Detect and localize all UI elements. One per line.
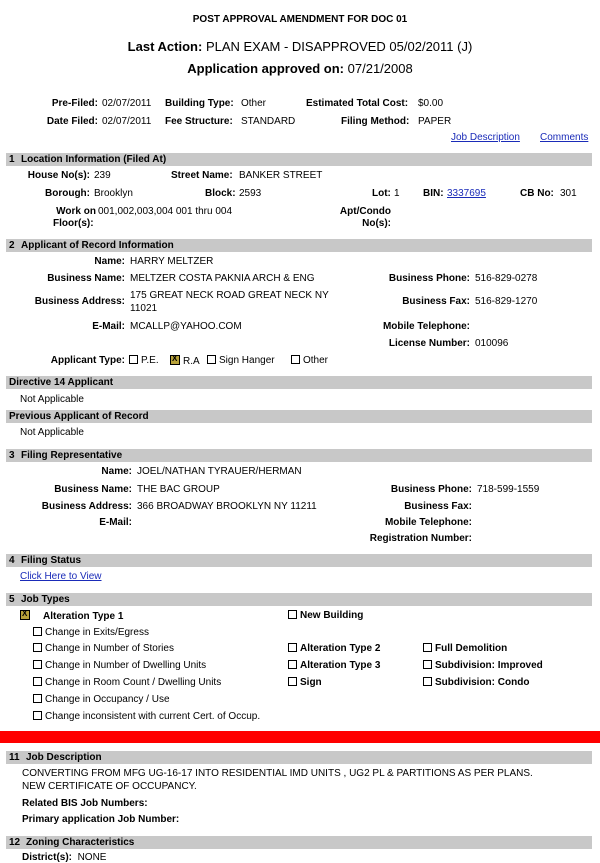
building-type-label: Building Type: [165, 98, 234, 109]
applicant-type-sign-hanger: Sign Hanger [207, 355, 275, 366]
section-number: 5 [9, 594, 15, 605]
job-description-line1: CONVERTING FROM MFG UG-16-17 INTO RESIDENTIAL IMD UNITS , UG2 PL & PARTITIONS AS PER PLANS. [22, 768, 533, 779]
filing-method-label: Filing Method: [341, 116, 410, 127]
borough-label: Borough: [45, 188, 90, 199]
house-value: 239 [94, 170, 111, 181]
applicant-type-pe: P.E. [129, 355, 159, 366]
rep-mobile-label: Mobile Telephone: [384, 517, 472, 528]
previous-applicant-value: Not Applicable [20, 427, 84, 438]
applicant-bname-label: Business Name: [47, 273, 125, 284]
district-label: District(s): [22, 852, 73, 863]
section-title: Applicant of Record Information [21, 240, 174, 251]
rep-email-label: E-Mail: [99, 517, 132, 528]
checkbox-empty-icon [288, 660, 297, 669]
prefiled-label: Pre-Filed: [51, 98, 98, 109]
applicant-bphone-value: 516-829-0278 [475, 273, 538, 284]
job-type-sign: Sign [288, 677, 322, 688]
rep-registration-label: Registration Number: [369, 533, 472, 544]
applicant-type-label: Applicant Type: [50, 355, 125, 366]
approval-date [0, 61, 600, 76]
section-title: Job Types [21, 594, 70, 605]
street-label: Street Name: [171, 170, 233, 181]
checkbox-empty-icon [33, 677, 42, 686]
section-applicant-header [6, 239, 592, 252]
rep-name-label: Name: [101, 466, 132, 477]
rep-bphone-value: 718-599-1559 [477, 484, 540, 495]
page-break-bar [0, 731, 600, 743]
date-filed-value: 02/07/2011 [102, 116, 152, 127]
apt-condo-label-2: No(s): [362, 218, 391, 229]
section-number: 3 [9, 450, 15, 461]
job-type-alt1: XAlteration Type 1 [20, 610, 123, 622]
approved-value: 07/21/2008 [347, 61, 413, 76]
filing-method-value: PAPER [418, 116, 452, 127]
checkbox-empty-icon [33, 643, 42, 652]
applicant-email-value: MCALLP@YAHOO.COM [130, 321, 242, 332]
job-subtype-exits: Change in Exits/Egress [33, 627, 149, 638]
applicant-type-other: Other [291, 355, 328, 366]
applicant-email-label: E-Mail: [92, 321, 125, 332]
checkbox-checked-icon [20, 610, 30, 620]
section-number: 12 [9, 837, 21, 848]
job-subtype-occupancy: Change in Occupancy / Use [33, 694, 170, 705]
checkbox-empty-icon [33, 694, 42, 703]
job-type-full-demolition: Full Demolition [423, 643, 507, 654]
cb-label: CB No: [520, 188, 554, 199]
block-label: Block: [205, 188, 236, 199]
job-description-link[interactable]: Job Description [451, 132, 520, 143]
zoning-district [22, 852, 106, 863]
checkbox-empty-icon [423, 677, 432, 686]
rep-bphone-label: Business Phone: [390, 484, 472, 495]
rep-name-value: JOEL/NATHAN TYRAUER/HERMAN [137, 466, 302, 477]
comments-link[interactable]: Comments [540, 132, 589, 143]
job-subtype-room-count: Change in Room Count / Dwelling Units [33, 677, 221, 688]
section-number: 4 [9, 555, 15, 566]
fee-structure-label: Fee Structure: [165, 116, 233, 127]
checkbox-checked-icon [170, 355, 180, 365]
approved-label: Application approved on: [187, 61, 345, 76]
checkbox-empty-icon [288, 677, 297, 686]
job-subtype-dwelling-units: Change in Number of Dwelling Units [33, 660, 206, 671]
district-value: NONE [77, 852, 107, 863]
applicant-baddr-line1: 175 GREAT NECK ROAD GREAT NECK NY [130, 290, 329, 301]
section-title: Filing Representative [21, 450, 123, 461]
section-number: 1 [9, 154, 15, 165]
bin-label: BIN: [423, 188, 444, 199]
house-label: House No(s): [27, 170, 90, 181]
job-type-alt3: Alteration Type 3 [288, 660, 380, 671]
primary-job-label: Primary application Job Number: [22, 814, 180, 825]
job-type-subdivision-condo: Subdivision: Condo [423, 677, 529, 688]
related-bis-label: Related BIS Job Numbers: [22, 798, 148, 809]
applicant-baddr-line2: 11021 [130, 303, 158, 314]
checkbox-empty-icon [423, 660, 432, 669]
date-filed-label: Date Filed: [46, 116, 98, 127]
last-action-label: Last Action: [127, 39, 203, 54]
apt-condo-label: Apt/Condo [339, 206, 391, 217]
section-title: Zoning Characteristics [26, 837, 135, 848]
applicant-license-value: 010096 [475, 338, 509, 349]
checkbox-empty-icon [129, 355, 138, 364]
cb-value: 301 [560, 188, 577, 199]
section-zoning-header [6, 836, 592, 849]
prefiled-value: 02/07/2011 [102, 98, 152, 109]
applicant-mobile-label: Mobile Telephone: [382, 321, 470, 332]
applicant-bfax-value: 516-829-1270 [475, 296, 538, 307]
applicant-bname-value: MELTZER COSTA PAKNIA ARCH & ENG [130, 273, 315, 284]
lot-value: 1 [394, 188, 400, 199]
applicant-bfax-label: Business Fax: [402, 296, 470, 307]
est-cost-value: $0.00 [418, 98, 444, 109]
last-action-value: PLAN EXAM - DISAPPROVED 05/02/2011 (J) [205, 39, 473, 54]
directive14-value: Not Applicable [20, 394, 84, 405]
rep-bfax-label: Business Fax: [404, 501, 472, 512]
previous-applicant-header: Previous Applicant of Record [6, 410, 592, 423]
applicant-name-label: Name: [94, 256, 125, 267]
section-number: 11 [9, 752, 20, 763]
directive14-header: Directive 14 Applicant [6, 376, 592, 389]
applicant-license-label: License Number: [388, 338, 470, 349]
section-filing-status-header [6, 554, 592, 567]
checkbox-empty-icon [423, 643, 432, 652]
checkbox-empty-icon [33, 711, 42, 720]
job-subtype-inconsistent-co: Change inconsistent with current Cert. of Occup. [33, 711, 260, 721]
street-value: BANKER STREET [239, 170, 323, 181]
fee-structure-value: STANDARD [241, 116, 296, 127]
section-title: Job Description [26, 752, 102, 763]
applicant-bphone-label: Business Phone: [388, 273, 470, 284]
section-job-description-header [6, 751, 592, 764]
work-on-value: 001,002,003,004 001 thru 004 [98, 206, 233, 217]
checkbox-empty-icon [291, 355, 300, 364]
borough-value: Brooklyn [94, 188, 133, 199]
section-number: 2 [9, 240, 15, 251]
checkbox-empty-icon [33, 627, 42, 636]
est-cost-label: Estimated Total Cost: [306, 98, 409, 109]
applicant-name-value: HARRY MELTZER [130, 256, 214, 267]
rep-baddr-label: Business Address: [41, 501, 132, 512]
job-type-alt2: Alteration Type 2 [288, 643, 380, 654]
rep-bname-value: THE BAC GROUP [137, 484, 220, 495]
applicant-baddr-label: Business Address: [34, 296, 125, 307]
section-title: Filing Status [21, 555, 81, 566]
bin-link[interactable]: 3337695 [447, 188, 486, 199]
section-location-header [6, 153, 592, 166]
building-type-value: Other [241, 98, 267, 109]
floors-label: Floor(s): [53, 218, 94, 229]
applicant-type-ra: X R.A [170, 355, 200, 367]
work-on-label: Work on [56, 206, 96, 217]
job-description-line2: NEW CERTIFICATE OF OCCUPANCY. [22, 781, 197, 792]
filing-status-link[interactable]: Click Here to View [20, 571, 102, 582]
rep-baddr-value: 366 BROADWAY BROOKLYN NY 11211 [137, 501, 317, 512]
section-filing-rep-header [6, 449, 592, 462]
lot-label: Lot: [372, 188, 391, 199]
checkbox-empty-icon [288, 610, 297, 619]
document-title: POST APPROVAL AMENDMENT FOR DOC 01 [192, 14, 408, 25]
checkbox-empty-icon [288, 643, 297, 652]
section-job-types-header [6, 593, 592, 606]
checkbox-empty-icon [207, 355, 216, 364]
rep-bname-label: Business Name: [54, 484, 132, 495]
job-type-subdivision-improved: Subdivision: Improved [423, 660, 543, 671]
job-subtype-stories: Change in Number of Stories [33, 643, 174, 654]
block-value: 2593 [239, 188, 262, 199]
last-action [0, 39, 600, 54]
job-type-new-building: New Building [288, 610, 363, 621]
checkbox-empty-icon [33, 660, 42, 669]
section-title: Location Information (Filed At) [21, 154, 167, 165]
